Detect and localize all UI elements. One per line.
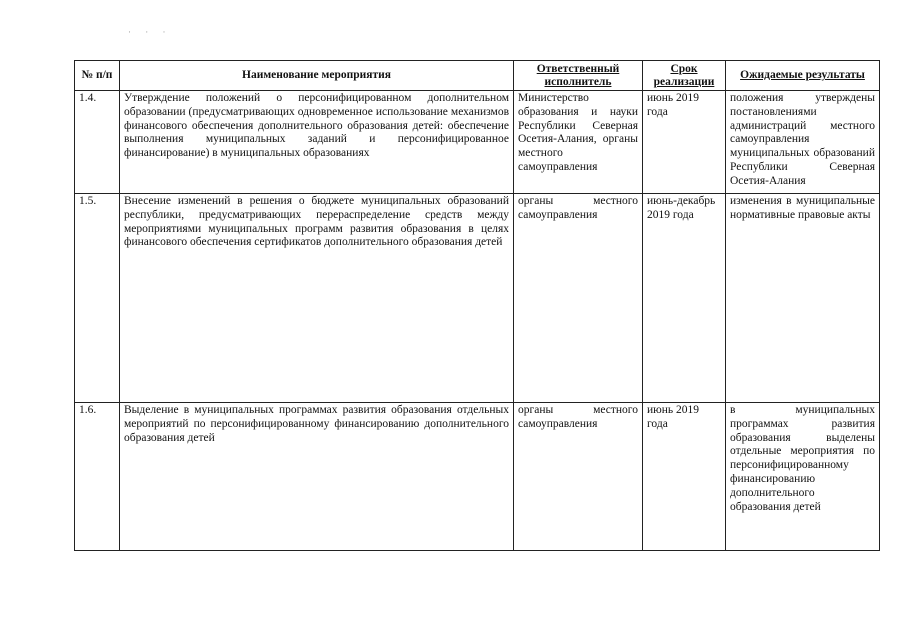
row-responsible: органы местного самоуправления bbox=[514, 194, 643, 403]
header-responsible: Ответственный исполнитель bbox=[514, 61, 643, 91]
row-responsible: Министерство образования и науки Республики Северная Осетия-Алания, органы местного самоуправления bbox=[514, 91, 643, 194]
table-row bbox=[75, 194, 880, 403]
row-term: июнь 2019 года bbox=[643, 403, 726, 551]
header-results: Ожидаемые результаты bbox=[726, 61, 880, 91]
row-results: в муниципальных программах развития образования выделены отдельные мероприятия по персонифицированному финансированию дополнительного образования детей bbox=[726, 403, 880, 551]
table-row bbox=[75, 403, 880, 551]
row-results: положения утверждены постановлениями администраций местного самоуправления муниципальных образований Республики Северная Осетия-Алания bbox=[726, 91, 880, 194]
row-name: Выделение в муниципальных программах развития образования отдельных мероприятий по персонифицированному финансированию дополнительного образования детей bbox=[120, 403, 514, 551]
row-num: 1.6. bbox=[75, 403, 120, 551]
row-results: изменения в муниципальные нормативные правовые акты bbox=[726, 194, 880, 403]
scan-speckles: · · · bbox=[128, 27, 172, 37]
plan-table bbox=[74, 60, 880, 551]
header-term: Срок реализации bbox=[643, 61, 726, 91]
header-num: № п/п bbox=[75, 61, 120, 91]
table-header-row bbox=[75, 61, 880, 91]
row-num: 1.5. bbox=[75, 194, 120, 403]
row-num: 1.4. bbox=[75, 91, 120, 194]
row-term: июнь-декабрь 2019 года bbox=[643, 194, 726, 403]
row-name: Внесение изменений в решения о бюджете муниципальных образований республики, предусматривающих перераспределение средств между мероприятиями муниципальных программ развития образования в целях финансового обеспечения сертификатов дополнительного образования детей bbox=[120, 194, 514, 403]
row-term: июнь 2019 года bbox=[643, 91, 726, 194]
table-row bbox=[75, 91, 880, 194]
row-name: Утверждение положений о персонифицированном дополнительном образовании (предусматривающих одновременное использование механизмов финансового обеспечения дополнительного образования детей: обеспечение выполнения муниципальных заданий и персонифицированное финансирование) в муниципальных образованиях bbox=[120, 91, 514, 194]
header-name: Наименование мероприятия bbox=[120, 61, 514, 91]
row-responsible: органы местного самоуправления bbox=[514, 403, 643, 551]
